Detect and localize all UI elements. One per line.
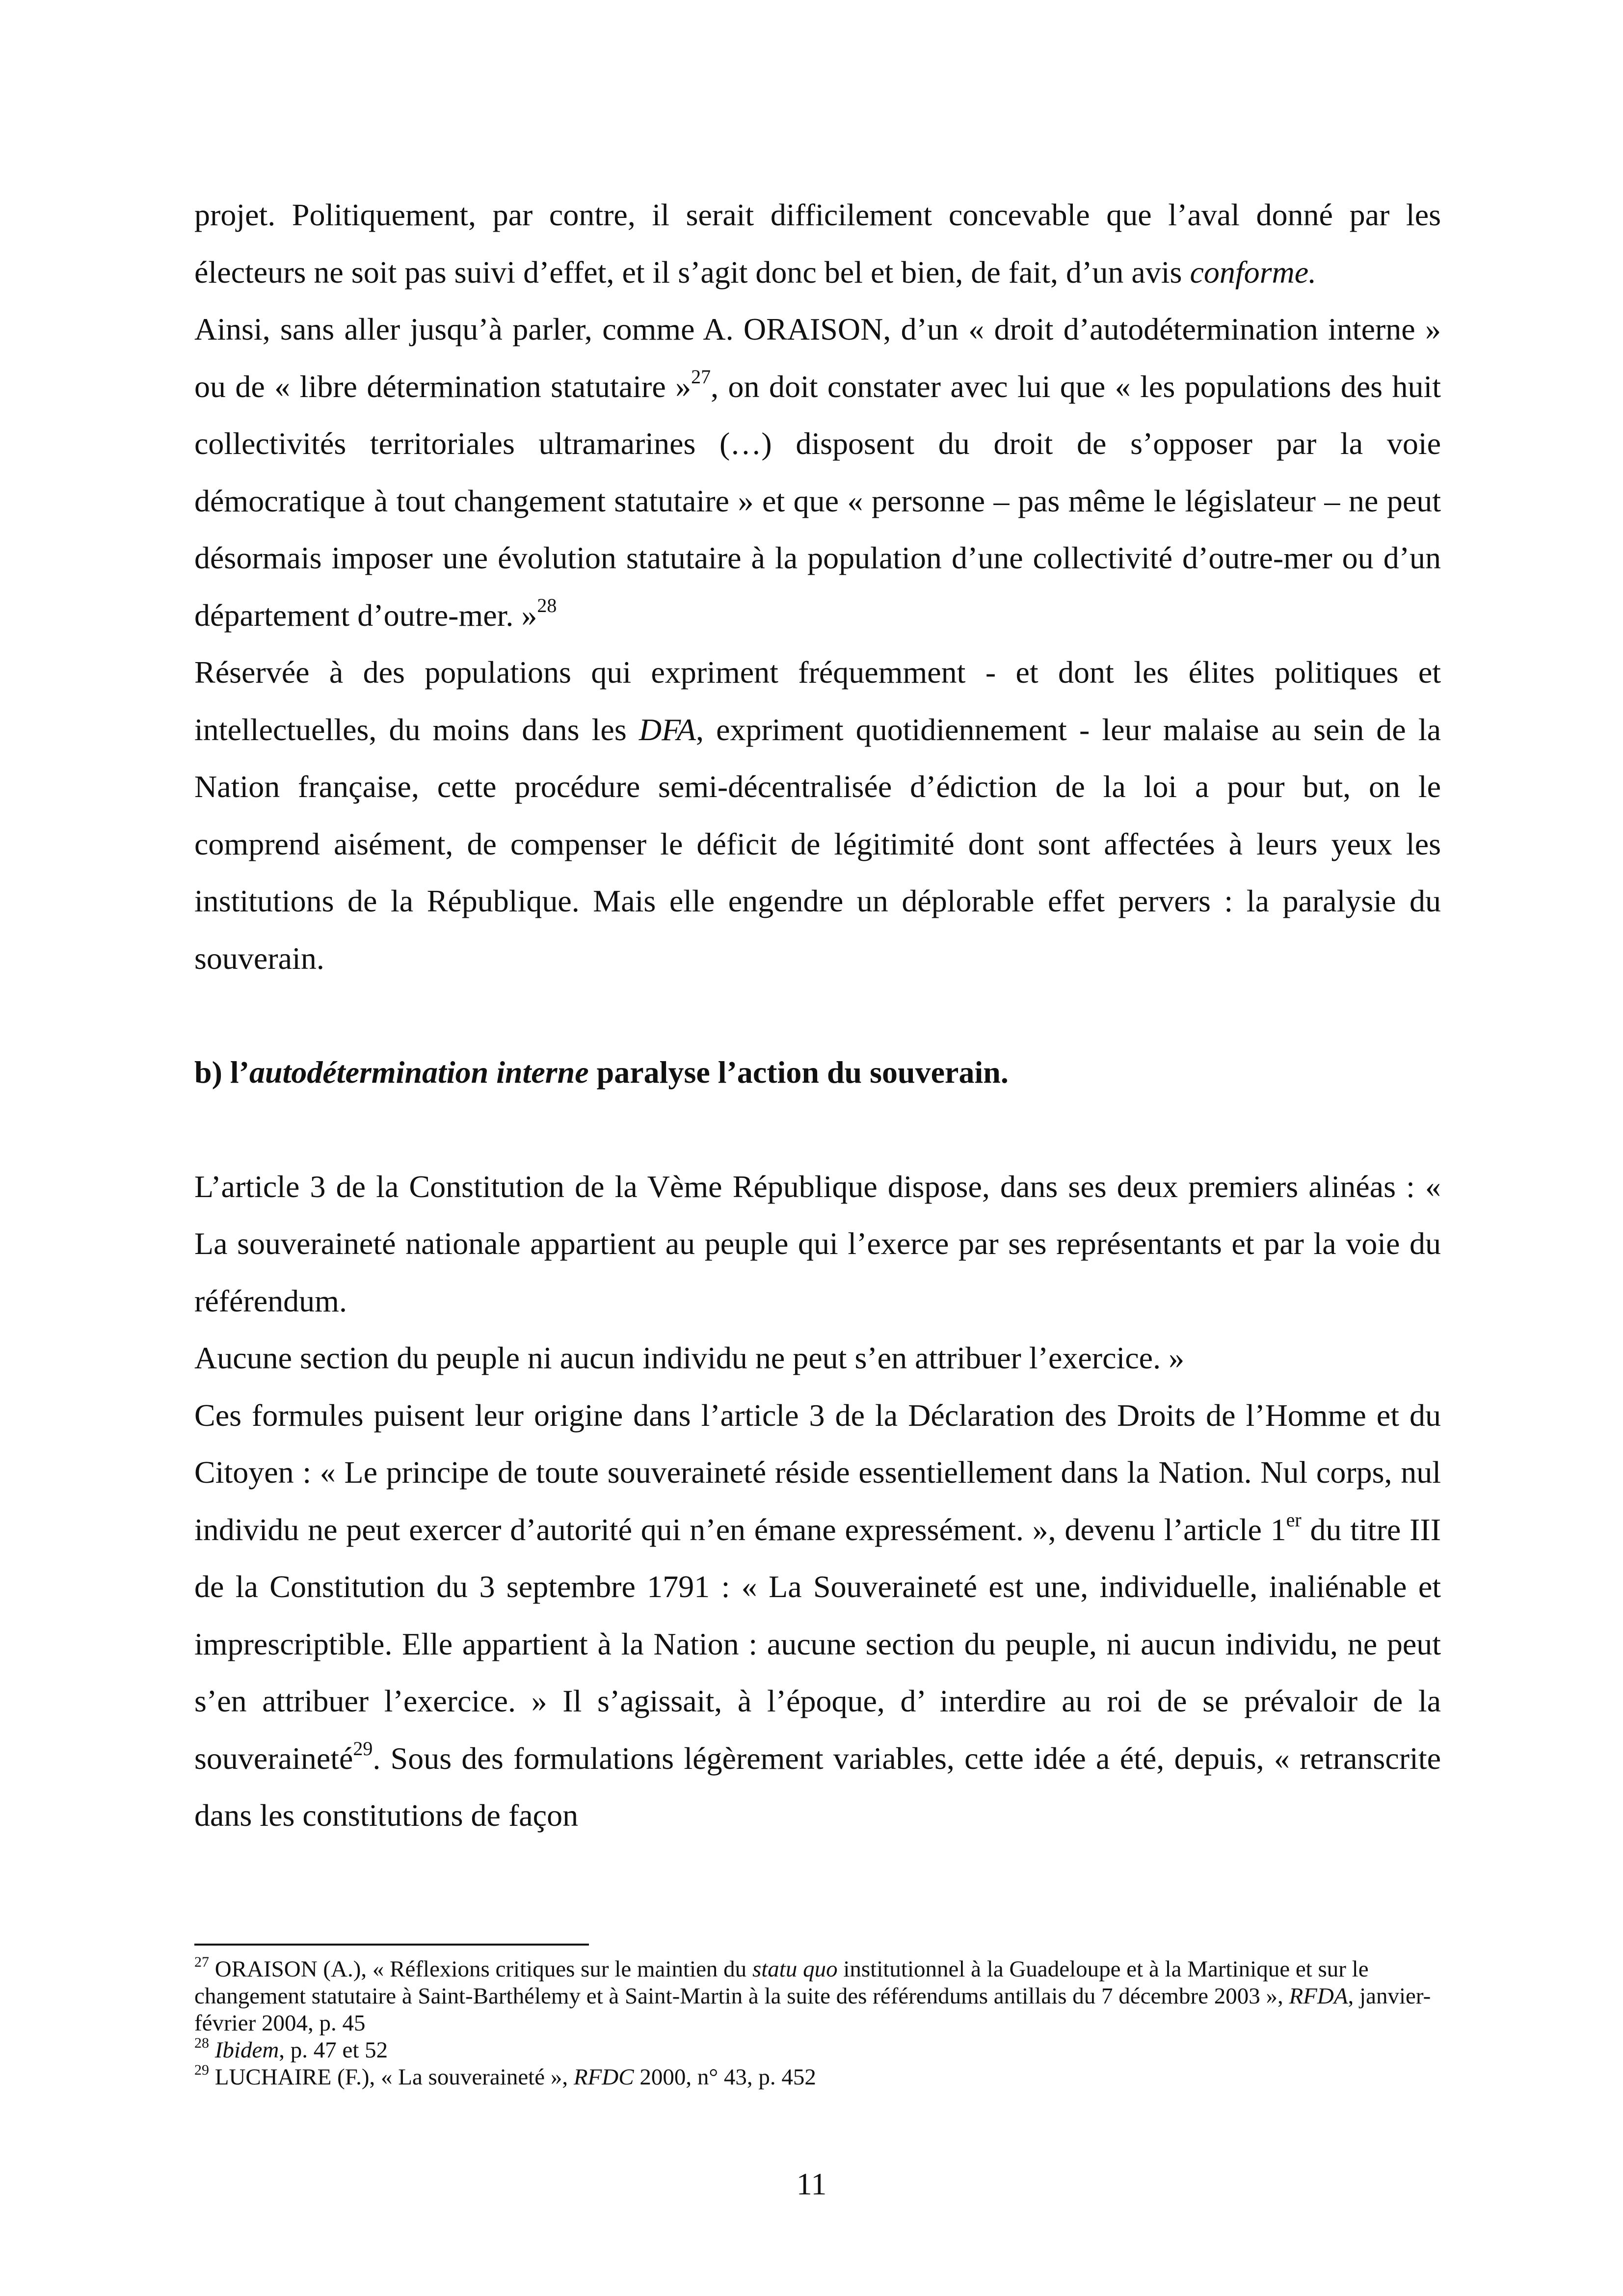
italic-text: conforme. (1190, 254, 1317, 290)
text-run: 2000, n° 43, p. 452 (634, 2064, 816, 2090)
note-ref: 28 (194, 2035, 209, 2051)
paragraph (194, 1330, 1441, 1387)
page-content (194, 187, 1441, 1844)
text-run: projet. Politiquement, par contre, il serait difficilement concevable que l’aval donné par les électeurs ne soit pas suivi d’effet, et il s’agit donc bel et bien, de fait, d’un avis (194, 197, 1441, 290)
note-ref: 27 (691, 365, 711, 388)
paragraph (194, 187, 1441, 301)
note-ref: 28 (537, 594, 557, 616)
footnote (194, 2064, 1441, 2091)
heading-suffix: paralyse l’action du souverain. (588, 1055, 1009, 1090)
paragraph (194, 1158, 1441, 1330)
note-ref: 27 (194, 1954, 209, 1970)
text-run: Aucune section du peuple ni aucun individu ne peut s’en attribuer l’exercice. » (194, 1340, 1185, 1375)
section-heading (194, 1044, 1441, 1101)
italic-text: RFDA (1289, 1983, 1348, 2009)
body-bottom (194, 1158, 1441, 1844)
text-run: Ces formules puisent leur origine dans l’article 3 de la Déclaration des Droits de l’Homme et du Citoyen : « Le principe de toute souveraineté réside essentiellement dans la Nation. Nul corps, nul individu ne peut exercer d’autorité qui n’en émane expressément. », devenu l’article 1 (194, 1397, 1441, 1547)
paragraph (194, 644, 1441, 987)
footnote-divider (194, 1944, 589, 1946)
heading-prefix: b) l’ (194, 1055, 249, 1090)
text-run: . Sous des formulations légèrement variables, cette idée a été, depuis, « retranscrite dans les constitutions de façon (194, 1740, 1441, 1833)
heading-italic: autodétermination interne (249, 1055, 589, 1090)
text-run: L’article 3 de la Constitution de la Vème République dispose, dans ses deux premiers alinéas : « La souveraineté nationale appartient au peuple qui l’exerce par ses représentants et par la voie du référendum. (194, 1169, 1441, 1318)
italic-text: statu quo (752, 1956, 838, 1982)
text-run: Ainsi, sans aller jusqu’à parler, comme A. ORAISON, d’un « droit d’autodétermination interne » ou de « libre détermination statutaire » (194, 312, 1441, 404)
text-run: , janvier-février 2004, p. 45 (194, 1983, 1431, 2036)
note-ref: er (1286, 1508, 1302, 1531)
text-run: ORAISON (A.), « Réflexions critiques sur le maintien du (209, 1956, 752, 1982)
text-run: , expriment quotidiennement - leur malaise au sein de la Nation française, cette procédure semi-décentralisée d’édiction de la loi a pour but, on le comprend aisément, de compenser le déficit de légitimité dont sont affectées à leurs yeux les institutions de la République. Mais elle engendre un déplorable effet pervers : la paralysie du souverain. (194, 712, 1441, 976)
footnotes (194, 1956, 1441, 2091)
body-top (194, 187, 1441, 987)
page-number: 11 (796, 2166, 827, 2201)
text-run: LUCHAIRE (F.), « La souveraineté », (209, 2064, 574, 2090)
text-run: , on doit constater avec lui que « les populations des huit collectivités territoriales ultramarines (…) disposent du droit de s’opposer par la voie démocratique à tout changement statutaire » et que « personne – pas même le législateur – ne peut désormais imposer une évolution statutaire à la population d’une collectivité d’outre-mer ou d’un département d’outre-mer. » (194, 369, 1441, 633)
italic-text: RFDC (573, 2064, 634, 2090)
text-run: Réservée à des populations qui expriment fréquemment - et dont les élites politiques et intellectuelles, du moins dans les (194, 655, 1441, 747)
note-ref: 29 (353, 1737, 373, 1760)
italic-text: Ibidem (214, 2037, 279, 2063)
text-run: du titre III de la Constitution du 3 septembre 1791 : « La Souveraineté est une, individuelle, inaliénable et imprescriptible. Elle appartient à la Nation : aucune section du peuple, ni aucun individu, ne peut s’en attribuer l’exercice. » Il s’agissait, à l’époque, d’ interdire au roi de se prévaloir de la souveraineté (194, 1512, 1441, 1776)
footnote (194, 2037, 1441, 2064)
paragraph (194, 1387, 1441, 1844)
paragraph (194, 301, 1441, 644)
text-run: , p. 47 et 52 (279, 2037, 388, 2063)
footnote (194, 1956, 1441, 2037)
note-ref: 29 (194, 2062, 209, 2078)
text-run (209, 2037, 215, 2063)
italic-text: DFA (639, 712, 696, 747)
text-run: institutionnel à la Guadeloupe et à la Martinique et sur le changement statutaire à Saint-Barthélemy et à Saint-Martin à la suite des référendums antillais du 7 décembre 2003 », (194, 1956, 1369, 2009)
